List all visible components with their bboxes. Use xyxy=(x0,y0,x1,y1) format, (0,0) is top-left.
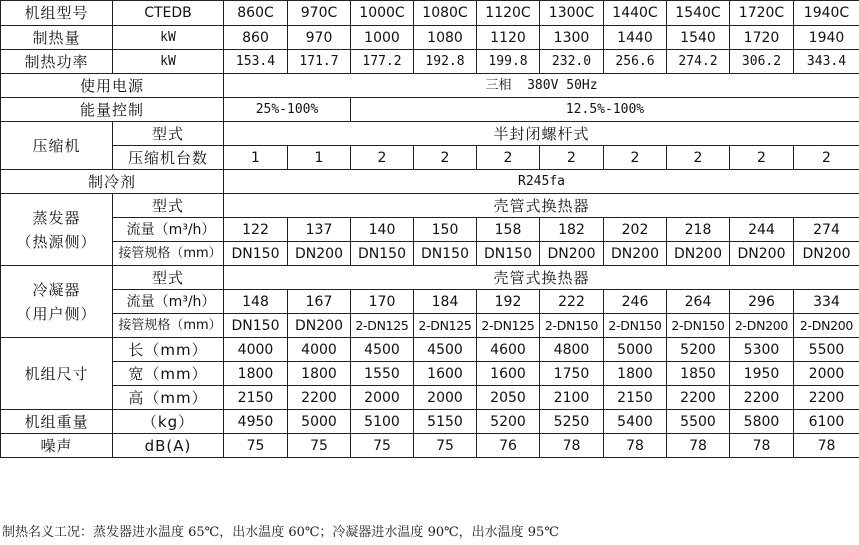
compressor-type-value: 半封闭螺杆式 xyxy=(224,122,859,146)
compressor-count-cell: 2 xyxy=(604,146,667,170)
height-cell: 2200 xyxy=(288,386,351,410)
compressor-count-cell: 2 xyxy=(351,146,414,170)
length-cell: 5300 xyxy=(730,338,794,362)
height-cell: 2200 xyxy=(794,386,859,410)
width-cell: 1800 xyxy=(288,362,351,386)
row-heating-power xyxy=(1,50,859,74)
noise-cell: 75 xyxy=(414,434,477,458)
length-cell: 5000 xyxy=(604,338,667,362)
heating-power-cell: 232.0 xyxy=(540,50,604,74)
weight-cell: 5100 xyxy=(351,410,414,434)
weight-cell: 5800 xyxy=(730,410,794,434)
condenser-pipe-label: 接管规格（mm） xyxy=(113,314,224,338)
row-evaporator-flow xyxy=(1,218,859,242)
model-cell: 1000C xyxy=(351,1,414,26)
condenser-flow-cell: 264 xyxy=(667,290,730,314)
noise-cell: 75 xyxy=(224,434,288,458)
heating-capacity-cell: 1300 xyxy=(540,26,604,50)
capacity-control-value-b: 12.5%-100% xyxy=(351,98,859,122)
condenser-pipe-cell: 2-DN200 xyxy=(794,314,859,338)
length-cell: 4000 xyxy=(288,338,351,362)
noise-label: 噪声 xyxy=(1,434,113,458)
row-noise xyxy=(1,434,859,458)
height-cell: 2200 xyxy=(730,386,794,410)
row-dim-length xyxy=(1,338,859,362)
width-cell: 1750 xyxy=(540,362,604,386)
heating-power-cell: 306.2 xyxy=(730,50,794,74)
row-heating-capacity xyxy=(1,26,859,50)
model-cell: 1440C xyxy=(604,1,667,26)
power-supply-value: 三相 380V 50Hz xyxy=(224,74,859,98)
evaporator-flow-cell: 274 xyxy=(794,218,859,242)
model-label: 机组型号 xyxy=(1,1,113,26)
condenser-type-value: 壳管式换热器 xyxy=(224,266,859,290)
row-dim-height xyxy=(1,386,859,410)
heating-power-cell: 274.2 xyxy=(667,50,730,74)
row-condenser-flow xyxy=(1,290,859,314)
heating-power-cell: 177.2 xyxy=(351,50,414,74)
heating-power-cell: 171.7 xyxy=(288,50,351,74)
condenser-label-line2: （用户侧） xyxy=(16,304,97,323)
evaporator-label-line1: 蒸发器 xyxy=(32,208,81,227)
evaporator-flow-cell: 218 xyxy=(667,218,730,242)
width-cell: 1600 xyxy=(414,362,477,386)
heating-capacity-cell: 1080 xyxy=(414,26,477,50)
weight-cell: 5200 xyxy=(477,410,540,434)
length-cell: 4600 xyxy=(477,338,540,362)
model-cell: 1300C xyxy=(540,1,604,26)
heating-capacity-cell: 1120 xyxy=(477,26,540,50)
evaporator-flow-cell: 202 xyxy=(604,218,667,242)
noise-cell: 78 xyxy=(730,434,794,458)
model-cell: 1940C xyxy=(794,1,859,26)
heating-power-label: 制热功率 xyxy=(1,50,113,74)
width-cell: 1850 xyxy=(667,362,730,386)
noise-cell: 78 xyxy=(667,434,730,458)
evaporator-flow-cell: 244 xyxy=(730,218,794,242)
weight-cell: 6100 xyxy=(794,410,859,434)
width-label: 宽（mm） xyxy=(113,362,224,386)
condenser-flow-cell: 170 xyxy=(351,290,414,314)
evaporator-pipe-cell: DN200 xyxy=(730,242,794,266)
weight-cell: 5000 xyxy=(288,410,351,434)
condenser-flow-cell: 167 xyxy=(288,290,351,314)
evaporator-flow-cell: 137 xyxy=(288,218,351,242)
height-cell: 2200 xyxy=(667,386,730,410)
row-evaporator-type xyxy=(1,194,859,218)
weight-cell: 5150 xyxy=(414,410,477,434)
weight-cell: 5400 xyxy=(604,410,667,434)
width-cell: 1800 xyxy=(224,362,288,386)
weight-unit: （kg） xyxy=(113,410,224,434)
condenser-pipe-cell: 2-DN150 xyxy=(540,314,604,338)
compressor-count-cell: 1 xyxy=(224,146,288,170)
evaporator-pipe-cell: DN150 xyxy=(477,242,540,266)
heating-power-cell: 343.4 xyxy=(794,50,859,74)
height-label: 高（mm） xyxy=(113,386,224,410)
compressor-count-cell: 2 xyxy=(794,146,859,170)
noise-cell: 78 xyxy=(794,434,859,458)
condenser-pipe-cell: 2-DN150 xyxy=(667,314,730,338)
compressor-count-cell: 2 xyxy=(730,146,794,170)
noise-cell: 75 xyxy=(288,434,351,458)
evaporator-flow-cell: 122 xyxy=(224,218,288,242)
evaporator-pipe-cell: DN150 xyxy=(351,242,414,266)
length-cell: 4800 xyxy=(540,338,604,362)
evaporator-type-value: 壳管式换热器 xyxy=(224,194,859,218)
evaporator-type-label: 型式 xyxy=(113,194,224,218)
compressor-count-cell: 2 xyxy=(540,146,604,170)
width-cell: 1600 xyxy=(477,362,540,386)
condenser-pipe-cell: 2-DN125 xyxy=(351,314,414,338)
heating-capacity-cell: 1440 xyxy=(604,26,667,50)
model-cell: 1120C xyxy=(477,1,540,26)
height-cell: 2050 xyxy=(477,386,540,410)
row-compressor-count xyxy=(1,146,859,170)
refrigerant-label: 制冷剂 xyxy=(1,170,224,194)
condenser-flow-label: 流量（m³/h） xyxy=(113,290,224,314)
evaporator-flow-cell: 182 xyxy=(540,218,604,242)
row-model xyxy=(1,1,859,26)
condenser-flow-cell: 184 xyxy=(414,290,477,314)
heating-power-cell: 199.8 xyxy=(477,50,540,74)
width-cell: 1950 xyxy=(730,362,794,386)
weight-cell: 5500 xyxy=(667,410,730,434)
heating-power-cell: 192.8 xyxy=(414,50,477,74)
weight-cell: 4950 xyxy=(224,410,288,434)
evaporator-flow-cell: 150 xyxy=(414,218,477,242)
condenser-flow-cell: 148 xyxy=(224,290,288,314)
evaporator-flow-cell: 140 xyxy=(351,218,414,242)
row-condenser-pipe xyxy=(1,314,859,338)
compressor-count-cell: 2 xyxy=(477,146,540,170)
condenser-flow-cell: 334 xyxy=(794,290,859,314)
compressor-label: 压缩机 xyxy=(1,122,113,170)
condenser-flow-cell: 192 xyxy=(477,290,540,314)
model-cell: 1540C xyxy=(667,1,730,26)
height-cell: 2150 xyxy=(224,386,288,410)
length-cell: 5500 xyxy=(794,338,859,362)
noise-cell: 78 xyxy=(604,434,667,458)
model-cell: 1720C xyxy=(730,1,794,26)
noise-cell: 78 xyxy=(540,434,604,458)
compressor-count-label: 压缩机台数 xyxy=(113,146,224,170)
row-weight xyxy=(1,410,859,434)
heating-capacity-cell: 1720 xyxy=(730,26,794,50)
noise-cell: 76 xyxy=(477,434,540,458)
evaporator-pipe-cell: DN200 xyxy=(794,242,859,266)
heating-capacity-cell: 1540 xyxy=(667,26,730,50)
width-cell: 1550 xyxy=(351,362,414,386)
length-cell: 4000 xyxy=(224,338,288,362)
row-capacity-control xyxy=(1,98,859,122)
row-refrigerant xyxy=(1,170,859,194)
height-cell: 2000 xyxy=(351,386,414,410)
heating-capacity-cell: 1940 xyxy=(794,26,859,50)
heating-power-cell: 256.6 xyxy=(604,50,667,74)
height-cell: 2150 xyxy=(604,386,667,410)
evaporator-pipe-label: 接管规格（mm） xyxy=(113,242,224,266)
length-cell: 4500 xyxy=(414,338,477,362)
model-cell: 1080C xyxy=(414,1,477,26)
capacity-control-label: 能量控制 xyxy=(1,98,224,122)
condenser-flow-cell: 222 xyxy=(540,290,604,314)
evaporator-flow-label: 流量（m³/h） xyxy=(113,218,224,242)
refrigerant-value: R245fa xyxy=(224,170,859,194)
height-cell: 2100 xyxy=(540,386,604,410)
compressor-count-cell: 2 xyxy=(667,146,730,170)
rating-conditions-footnote: 制热名义工况：蒸发器进水温度 65℃，出水温度 60℃；冷凝器进水温度 90℃，出水温度 95℃ xyxy=(2,525,559,540)
evaporator-pipe-cell: DN150 xyxy=(224,242,288,266)
row-condenser-type xyxy=(1,266,859,290)
heating-capacity-cell: 1000 xyxy=(351,26,414,50)
condenser-pipe-cell: 2-DN200 xyxy=(730,314,794,338)
model-cell: 860C xyxy=(224,1,288,26)
evaporator-pipe-cell: DN150 xyxy=(414,242,477,266)
length-cell: 4500 xyxy=(351,338,414,362)
capacity-control-value-a: 25%-100% xyxy=(224,98,351,122)
condenser-label xyxy=(1,266,113,338)
condenser-type-label: 型式 xyxy=(113,266,224,290)
evaporator-pipe-cell: DN200 xyxy=(667,242,730,266)
condenser-pipe-cell: 2-DN125 xyxy=(477,314,540,338)
power-supply-label: 使用电源 xyxy=(1,74,224,98)
width-cell: 1800 xyxy=(604,362,667,386)
condenser-pipe-cell: 2-DN150 xyxy=(604,314,667,338)
evaporator-pipe-cell: DN200 xyxy=(540,242,604,266)
condenser-flow-cell: 296 xyxy=(730,290,794,314)
evaporator-label xyxy=(1,194,113,266)
condenser-label-line1: 冷凝器 xyxy=(32,280,81,299)
heating-power-cell: 153.4 xyxy=(224,50,288,74)
heating-power-unit: kW xyxy=(113,50,224,74)
dimensions-label: 机组尺寸 xyxy=(1,338,113,410)
length-cell: 5200 xyxy=(667,338,730,362)
compressor-type-label: 型式 xyxy=(113,122,224,146)
compressor-count-cell: 1 xyxy=(288,146,351,170)
heating-capacity-unit: kW xyxy=(113,26,224,50)
row-dim-width xyxy=(1,362,859,386)
weight-cell: 5250 xyxy=(540,410,604,434)
condenser-pipe-cell: DN150 xyxy=(224,314,288,338)
condenser-flow-cell: 246 xyxy=(604,290,667,314)
heating-capacity-cell: 860 xyxy=(224,26,288,50)
noise-unit: dB(A) xyxy=(113,434,224,458)
evaporator-pipe-cell: DN200 xyxy=(288,242,351,266)
row-compressor-type xyxy=(1,122,859,146)
length-label: 长（mm） xyxy=(113,338,224,362)
width-cell: 2000 xyxy=(794,362,859,386)
model-cell: 970C xyxy=(288,1,351,26)
weight-label: 机组重量 xyxy=(1,410,113,434)
condenser-pipe-cell: DN200 xyxy=(288,314,351,338)
heating-capacity-label: 制热量 xyxy=(1,26,113,50)
evaporator-flow-cell: 158 xyxy=(477,218,540,242)
evaporator-pipe-cell: DN200 xyxy=(604,242,667,266)
model-code: CTEDB xyxy=(113,1,224,26)
compressor-count-cell: 2 xyxy=(414,146,477,170)
row-evaporator-pipe xyxy=(1,242,859,266)
evaporator-label-line2: （热源侧） xyxy=(16,232,97,251)
row-power-supply xyxy=(1,74,859,98)
height-cell: 2000 xyxy=(414,386,477,410)
noise-cell: 75 xyxy=(351,434,414,458)
heating-capacity-cell: 970 xyxy=(288,26,351,50)
condenser-pipe-cell: 2-DN125 xyxy=(414,314,477,338)
